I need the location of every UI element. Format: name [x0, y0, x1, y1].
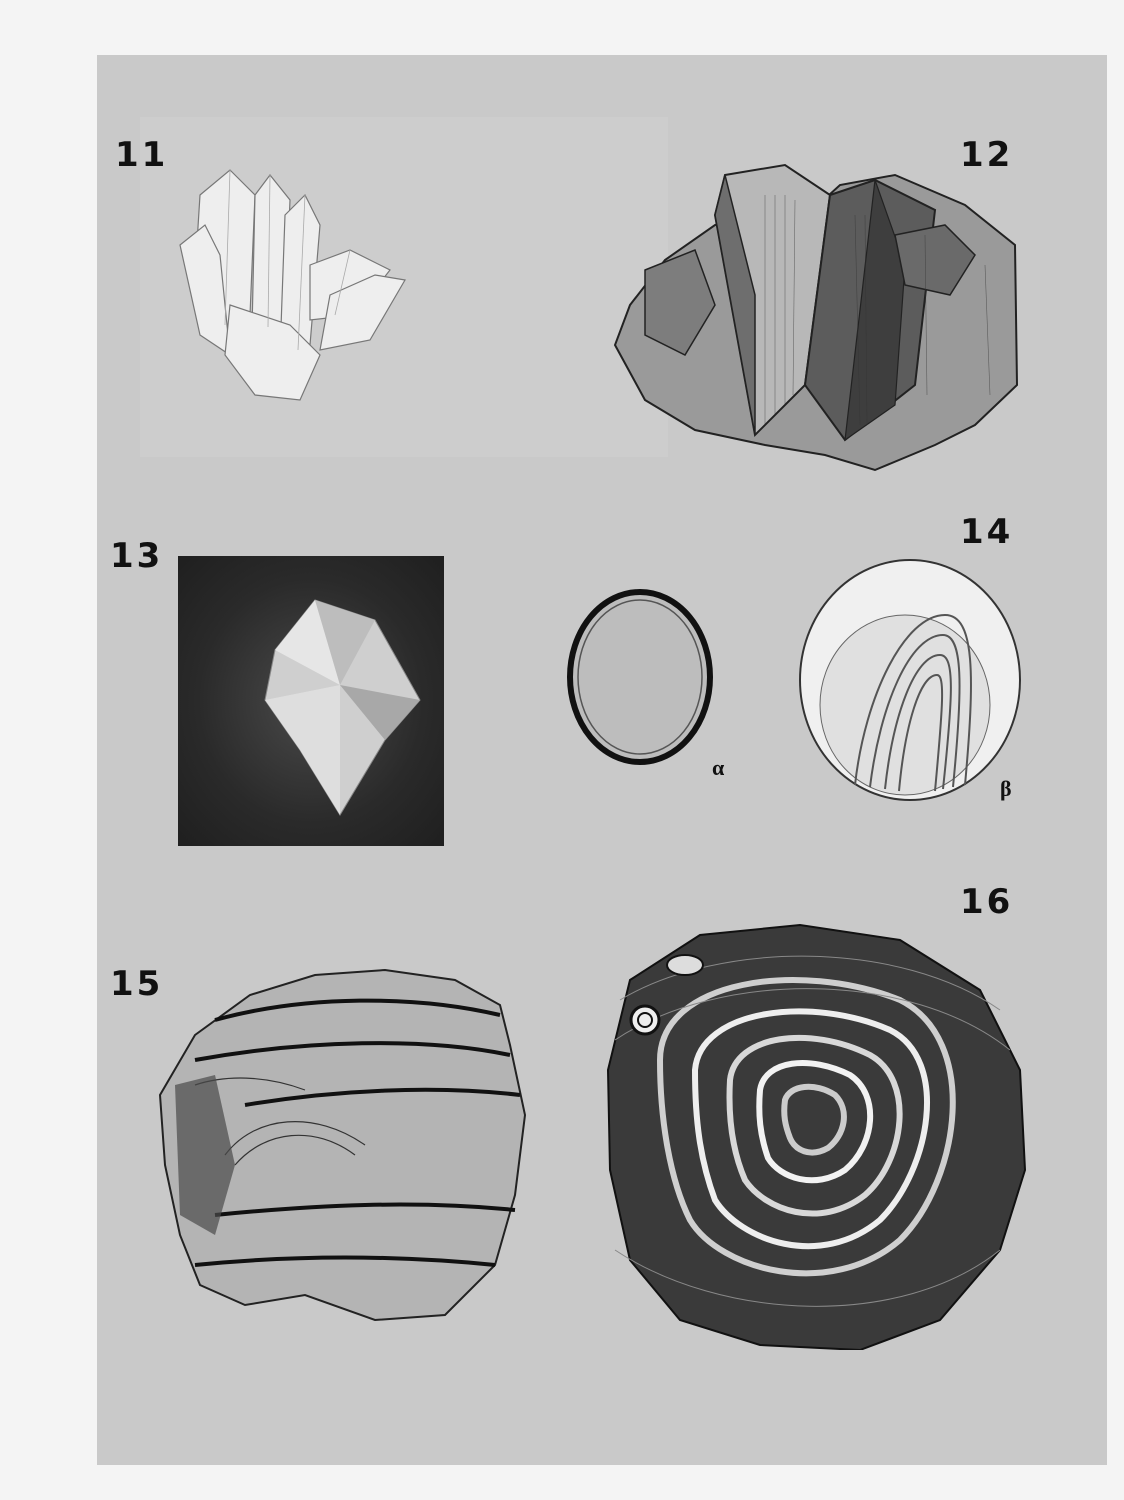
figure-16-number: 16	[960, 882, 1014, 922]
figure-11-number: 11	[115, 135, 169, 175]
figure-13-crystal	[245, 590, 425, 820]
figure-14-alpha-ring	[560, 585, 720, 775]
figure-14-beta-banded-stone	[795, 555, 1025, 805]
figure-16-agate	[600, 920, 1030, 1350]
figure-15-banded-stone	[155, 965, 535, 1325]
figure-13-number: 13	[110, 536, 164, 576]
figure-11-crystal-cluster	[160, 155, 420, 415]
figure-14-number: 14	[960, 512, 1014, 552]
figure-12-quartz-engraving	[605, 155, 1025, 475]
figure-14-alpha-label: α	[712, 755, 725, 780]
figure-14-beta-label: β	[1000, 776, 1012, 801]
figure-12-number: 12	[960, 135, 1014, 175]
figure-15-number: 15	[110, 964, 164, 1004]
